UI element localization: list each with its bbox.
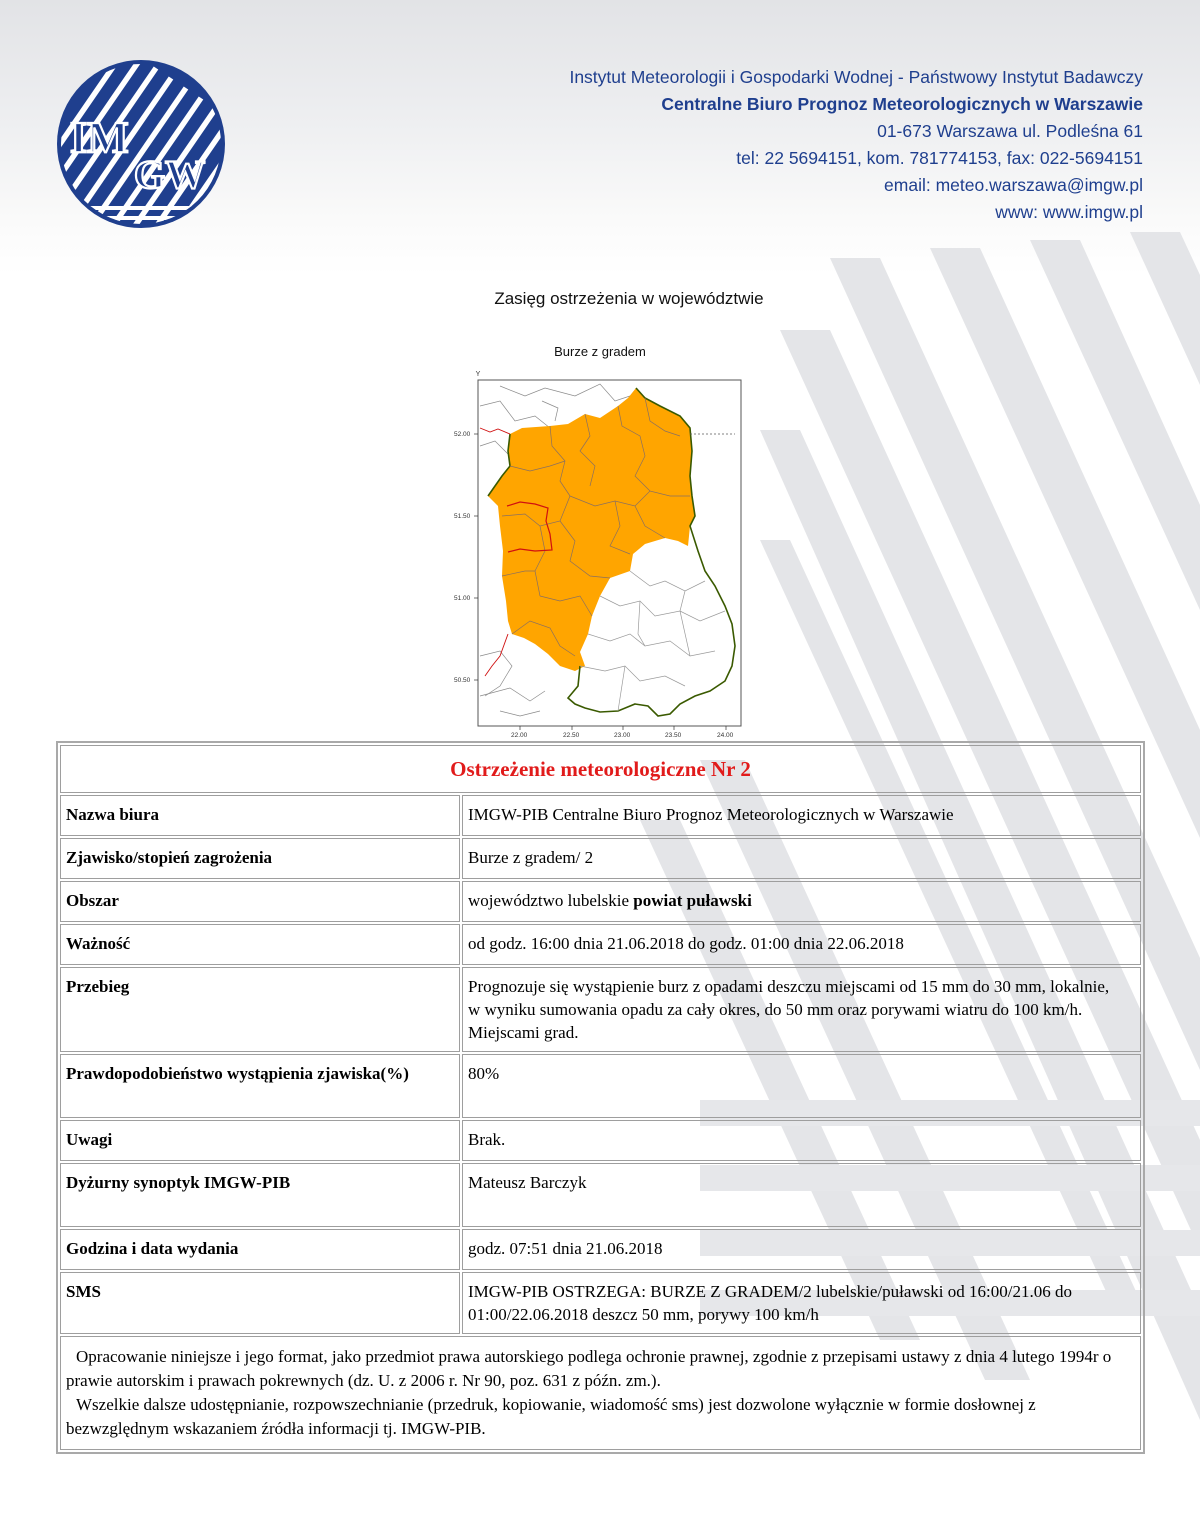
map-heading: Zasięg ostrzeżenia w województwie	[494, 289, 764, 308]
x-tick-label: 22.00	[511, 732, 528, 739]
row-value	[462, 881, 1141, 922]
phone-line: tel: 22 5694151, kom. 781774153, fax: 022-5694151	[736, 148, 1143, 168]
institute-contact-block	[569, 64, 1143, 226]
website-line: www: www.imgw.pl	[995, 202, 1143, 222]
row-value: Mateusz Barczyk	[462, 1163, 1141, 1227]
row-label: Nazwa biura	[60, 795, 460, 836]
x-tick-label: 24.00	[717, 732, 734, 739]
row-value: Prognozuje się wystąpienie burz z opadami deszczu miejscami od 15 mm do 30 mm, lokalnie, w wyniku sumowania opadu za cały okres, do 50 mm oraz porywami wiatru do 100 km/h. Miejscami grad.	[462, 967, 1141, 1052]
copyright-paragraph: Opracowanie niniejsze i jego format, jako przedmiot prawa autorskiego podlega ochronie prawnej, zgodnie z przepisami ustawy z dnia 4 lutego 1994r o prawie autorskim i prawach pokrewnych (dz. U. z 2006 r. Nr 90, poz. 631 z późn. zm.).	[66, 1347, 1112, 1390]
row-value: IMGW-PIB Centralne Biuro Prognoz Meteorologicznych w Warszawie	[462, 795, 1141, 836]
row-label: Ważność	[60, 924, 460, 965]
y-tick-label: 50.50	[454, 677, 471, 684]
row-label: Obszar	[60, 881, 460, 922]
row-value: 80%	[462, 1054, 1141, 1118]
row-value: Burze z gradem/ 2	[462, 838, 1141, 879]
map-axis-label: Y	[475, 371, 481, 378]
row-label: Prawdopodobieństwo wystąpienia zjawiska(%)	[60, 1054, 460, 1118]
x-tick-label: 23.50	[665, 732, 682, 739]
bureau-name: Centralne Biuro Prognoz Meteorologicznych w Warszawie	[661, 94, 1143, 114]
table-row	[60, 1163, 1141, 1227]
redistribution-paragraph: Wszelkie dalsze udostępnianie, rozpowszechnianie (przedruk, kopiowanie, wiadomość sms) jest dozwolone wyłącznie w formie dosłownej z bezwzględnym wskazaniem źródła informacji tj. IMGW-PIB.	[66, 1395, 1036, 1438]
row-value: IMGW-PIB OSTRZEGA: BURZE Z GRADEM/2 lubelskie/puławski od 16:00/21.06 do 01:00/22.06.2018 deszcz 50 mm, porywy 100 km/h	[462, 1272, 1141, 1334]
x-tick-label: 22.50	[563, 732, 580, 739]
table-row	[60, 1054, 1141, 1118]
table-row	[60, 795, 1141, 836]
row-label: Przebieg	[60, 967, 460, 1052]
table-row	[60, 967, 1141, 1052]
warning-table	[56, 741, 1145, 1454]
table-row	[60, 924, 1141, 965]
row-value: godz. 07:51 dnia 21.06.2018	[462, 1229, 1141, 1270]
row-label: Godzina i data wydania	[60, 1229, 460, 1270]
svg-text:IM: IM	[70, 113, 129, 162]
y-tick-label: 51.00	[454, 595, 471, 602]
x-tick-label: 23.00	[614, 732, 631, 739]
institute-name: Instytut Meteorologii i Gospodarki Wodnej - Państwowy Instytut Badawczy	[569, 67, 1143, 87]
imgw-logo	[56, 58, 226, 230]
row-label: Uwagi	[60, 1120, 460, 1161]
row-value: Brak.	[462, 1120, 1141, 1161]
area-voivodeship: województwo lubelskie	[468, 891, 634, 910]
row-label: Dyżurny synoptyk IMGW-PIB	[60, 1163, 460, 1227]
warning-map	[440, 366, 760, 742]
y-tick-label: 51.50	[454, 513, 471, 520]
email-line: email: meteo.warszawa@imgw.pl	[884, 175, 1143, 195]
address: 01-673 Warszawa ul. Podleśna 61	[877, 121, 1143, 141]
copyright-notice	[60, 1336, 1141, 1450]
map-title: Burze z gradem	[554, 344, 646, 359]
row-value: od godz. 16:00 dnia 21.06.2018 do godz. 01:00 dnia 22.06.2018	[462, 924, 1141, 965]
y-tick-label: 52.00	[454, 431, 471, 438]
table-row	[60, 838, 1141, 879]
row-label: SMS	[60, 1272, 460, 1334]
table-row	[60, 1229, 1141, 1270]
table-row	[60, 881, 1141, 922]
table-row	[60, 1120, 1141, 1161]
row-label: Zjawisko/stopień zagrożenia	[60, 838, 460, 879]
area-county: powiat puławski	[633, 891, 752, 910]
svg-text:GW: GW	[134, 152, 206, 197]
warning-title: Ostrzeżenie meteorologiczne Nr 2	[60, 745, 1141, 793]
table-row	[60, 1272, 1141, 1334]
